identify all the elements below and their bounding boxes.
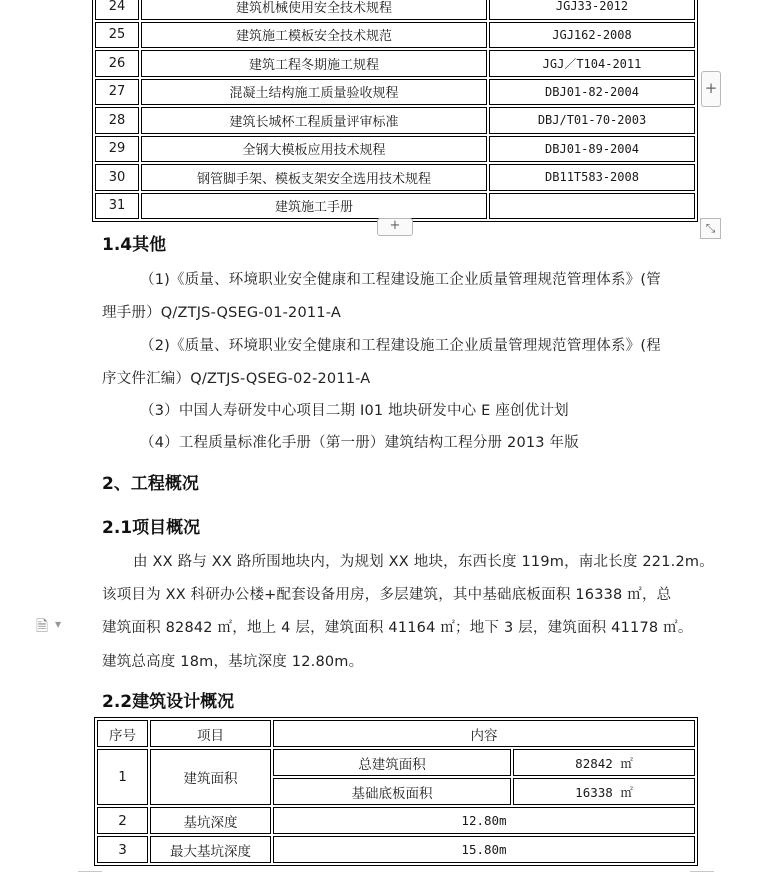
table-cell-code: DBJ01-82-2004 [489, 79, 695, 106]
table-cell-no: 26 [95, 50, 139, 77]
page-corner-left [78, 871, 102, 883]
table-cell-code: JGJ／T104-2011 [489, 50, 695, 77]
add-row-button[interactable]: + [377, 218, 413, 236]
chevron-down-icon[interactable]: ▼ [55, 620, 62, 629]
table-cell-no: 27 [95, 79, 139, 106]
paragraph-1-4-item-3: （3）中国人寿研发中心项目二期 I01 地块研发中心 E 座创优计划 [140, 403, 569, 419]
table-cell-no: 28 [95, 107, 139, 134]
table-row [95, 50, 695, 77]
table-cell-no: 2 [97, 807, 148, 834]
paragraph-1-4-item-2-line-1: （2)《质量、环境职业安全健康和工程建设施工企业质量管理规范管理体系》(程 [140, 338, 661, 354]
paragraph-2-1-line-4: 建筑总高度 18m，基坑深度 12.80m。 [102, 654, 364, 670]
table-cell-item: 建筑面积 [150, 749, 271, 805]
table-cell-no: 24 [95, 0, 139, 20]
table-cell-no: 25 [95, 22, 139, 49]
table-row [95, 107, 695, 134]
table-row [95, 164, 695, 191]
paragraph-1-4-item-1-line-2: 理手册）Q/ZTJS-QSEG-01-2011-A [102, 305, 341, 321]
table-row [95, 193, 695, 220]
section-2-heading: 2、工程概况 [102, 474, 199, 494]
table-cell-name: 钢管脚手架、模板支架安全选用技术规程 [141, 164, 487, 191]
table-cell-name: 建筑长城杯工程质量评审标准 [141, 107, 487, 134]
table-cell-code: DBJ01-89-2004 [489, 136, 695, 163]
table-cell-name: 建筑施工模板安全技术规范 [141, 22, 487, 49]
table-cell-no: 30 [95, 164, 139, 191]
table-cell-name: 混凝土结构施工质量验收规程 [141, 79, 487, 106]
table-cell-name: 建筑施工手册 [141, 193, 487, 220]
table-cell-no: 3 [97, 836, 148, 863]
table-cell-code [489, 193, 695, 220]
table-cell-item: 最大基坑深度 [150, 836, 271, 863]
paragraph-options-icon[interactable]: 🗎 [36, 617, 49, 635]
standards-table [92, 0, 698, 222]
table-row [97, 807, 695, 834]
table-cell-code: JGJ162-2008 [489, 22, 695, 49]
add-column-button[interactable]: + [701, 71, 721, 107]
table-cell-value: 12.80m [273, 807, 695, 834]
header-cell-item: 项目 [150, 720, 271, 747]
table-cell-code: DBJ/T01-70-2003 [489, 107, 695, 134]
paragraph-2-1-line-3: 建筑面积 82842 ㎡，地上 4 层，建筑面积 41164 ㎡；地下 3 层，建筑面积 41178 ㎡。 [102, 620, 693, 636]
table-cell-item: 基坑深度 [150, 807, 271, 834]
table-cell-no: 29 [95, 136, 139, 163]
table-cell-name: 全钢大模板应用技术规程 [141, 136, 487, 163]
table-row [95, 79, 695, 106]
paragraph-1-4-item-4: （4）工程质量标准化手册（第一册）建筑结构工程分册 2013 年版 [140, 435, 579, 451]
table-cell-code: DB11T583-2008 [489, 164, 695, 191]
section-2-2-heading: 2.2建筑设计概况 [102, 692, 235, 712]
paragraph-1-4-item-2-line-2: 序文件汇编）Q/ZTJS-QSEG-02-2011-A [102, 371, 371, 387]
section-1-4-heading: 1.4其他 [102, 235, 167, 255]
section-2-1-heading: 2.1项目概况 [102, 518, 201, 538]
table-row [95, 22, 695, 49]
table-cell-value: 82842 ㎡ [513, 749, 695, 776]
paragraph-2-1-line-2: 该项目为 XX 科研办公楼+配套设备用房，多层建筑，其中基础底板面积 16338 ㎡，总 [102, 587, 672, 603]
table-cell-value: 16338 ㎡ [513, 778, 695, 805]
table-row [97, 749, 695, 776]
table-cell-name: 建筑机械使用安全技术规程 [141, 0, 487, 20]
table-cell-sublabel: 基础底板面积 [273, 778, 511, 805]
table-cell-value: 15.80m [273, 836, 695, 863]
header-cell-no: 序号 [97, 720, 148, 747]
table-cell-sublabel: 总建筑面积 [273, 749, 511, 776]
table-row [95, 136, 695, 163]
paragraph-2-1-line-1: 由 XX 路与 XX 路所围地块内，为规划 XX 地块，东西长度 119m，南北长度 221.2m。 [133, 554, 714, 570]
table-cell-no: 31 [95, 193, 139, 220]
paragraph-1-4-item-1-line-1: （1)《质量、环境职业安全健康和工程建设施工企业质量管理规范管理体系》(管 [140, 272, 661, 288]
table-resize-handle[interactable]: ⤡ [700, 218, 721, 239]
table-cell-code: JGJ33-2012 [489, 0, 695, 20]
header-cell-content: 内容 [273, 720, 695, 747]
page-corner-right [690, 871, 714, 883]
design-overview-table [94, 717, 698, 866]
table-row [97, 836, 695, 863]
table-row [95, 0, 695, 20]
table-cell-name: 建筑工程冬期施工规程 [141, 50, 487, 77]
table-header-row [97, 720, 695, 747]
table-cell-no: 1 [97, 749, 148, 805]
